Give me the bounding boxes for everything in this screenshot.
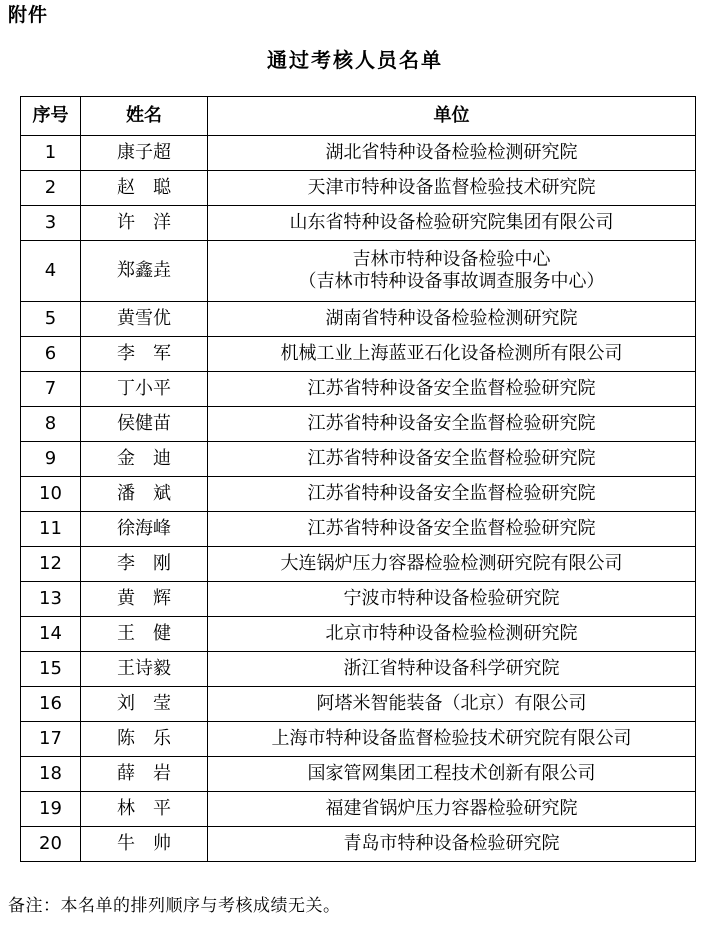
unit-line: 浙江省特种设备科学研究院 xyxy=(343,658,560,679)
row-name: 康子超 xyxy=(81,136,208,171)
unit-line: 江苏省特种设备安全监督检验研究院 xyxy=(307,413,596,434)
row-unit xyxy=(208,547,696,582)
table-row xyxy=(21,302,696,337)
row-name: 赵 聪 xyxy=(81,171,208,206)
row-unit xyxy=(208,582,696,617)
table-row xyxy=(21,407,696,442)
roster-body xyxy=(21,136,696,862)
row-unit xyxy=(208,337,696,372)
table-row xyxy=(21,477,696,512)
table-row xyxy=(21,547,696,582)
table-header-row xyxy=(21,97,696,136)
unit-line: 山东省特种设备检验研究院集团有限公司 xyxy=(289,212,614,233)
row-name: 林 平 xyxy=(81,792,208,827)
row-unit xyxy=(208,477,696,512)
row-seq: 3 xyxy=(21,206,81,241)
row-seq: 18 xyxy=(21,757,81,792)
unit-line: 湖北省特种设备检验检测研究院 xyxy=(325,142,578,163)
table-row xyxy=(21,206,696,241)
table-row xyxy=(21,512,696,547)
table-row xyxy=(21,442,696,477)
unit-line: 江苏省特种设备安全监督检验研究院 xyxy=(307,518,596,539)
row-seq: 6 xyxy=(21,337,81,372)
row-name: 薛 岩 xyxy=(81,757,208,792)
row-name: 侯健苗 xyxy=(81,407,208,442)
row-seq: 15 xyxy=(21,652,81,687)
row-name: 许 洋 xyxy=(81,206,208,241)
row-name: 王诗毅 xyxy=(81,652,208,687)
header-name: 姓名 xyxy=(81,97,208,136)
unit-line: 北京市特种设备检验检测研究院 xyxy=(325,623,578,644)
table-row xyxy=(21,722,696,757)
row-name: 陈 乐 xyxy=(81,722,208,757)
unit-line: 福建省锅炉压力容器检验研究院 xyxy=(325,798,578,819)
row-unit xyxy=(208,792,696,827)
row-unit xyxy=(208,407,696,442)
row-unit xyxy=(208,442,696,477)
row-seq: 9 xyxy=(21,442,81,477)
unit-line: 大连锅炉压力容器检验检测研究院有限公司 xyxy=(280,553,623,574)
row-unit xyxy=(208,617,696,652)
unit-line: 机械工业上海蓝亚石化设备检测所有限公司 xyxy=(280,343,623,364)
row-name: 李 军 xyxy=(81,337,208,372)
table-row xyxy=(21,241,696,302)
row-name: 黄 辉 xyxy=(81,582,208,617)
row-seq: 7 xyxy=(21,372,81,407)
document-title: 通过考核人员名单 xyxy=(267,48,443,72)
row-seq: 13 xyxy=(21,582,81,617)
row-seq: 16 xyxy=(21,687,81,722)
row-name: 徐海峰 xyxy=(81,512,208,547)
table-row xyxy=(21,617,696,652)
table-row xyxy=(21,687,696,722)
row-seq: 20 xyxy=(21,827,81,862)
row-unit xyxy=(208,757,696,792)
unit-line: （吉林市特种设备事故调查服务中心） xyxy=(298,271,605,292)
row-unit xyxy=(208,136,696,171)
unit-line: 上海市特种设备监督检验技术研究院有限公司 xyxy=(271,728,632,749)
header-seq: 序号 xyxy=(21,97,81,136)
unit-line: 青岛市特种设备检验研究院 xyxy=(343,833,560,854)
row-seq: 5 xyxy=(21,302,81,337)
row-seq: 17 xyxy=(21,722,81,757)
unit-line: 湖南省特种设备检验检测研究院 xyxy=(325,308,578,329)
table-row xyxy=(21,171,696,206)
row-unit xyxy=(208,512,696,547)
table-row xyxy=(21,372,696,407)
row-unit xyxy=(208,687,696,722)
unit-line: 江苏省特种设备安全监督检验研究院 xyxy=(307,483,596,504)
row-unit xyxy=(208,722,696,757)
row-seq: 10 xyxy=(21,477,81,512)
row-unit xyxy=(208,171,696,206)
row-name: 牛 帅 xyxy=(81,827,208,862)
row-unit xyxy=(208,372,696,407)
unit-line: 吉林市特种设备检验中心 xyxy=(352,249,551,270)
row-unit xyxy=(208,827,696,862)
row-name: 刘 莹 xyxy=(81,687,208,722)
row-name: 丁小平 xyxy=(81,372,208,407)
row-unit xyxy=(208,206,696,241)
table-row xyxy=(21,827,696,862)
row-seq: 11 xyxy=(21,512,81,547)
roster-table xyxy=(20,96,696,862)
unit-line: 阿塔米智能装备（北京）有限公司 xyxy=(316,693,587,714)
row-seq: 19 xyxy=(21,792,81,827)
row-unit xyxy=(208,302,696,337)
unit-line: 天津市特种设备监督检验技术研究院 xyxy=(307,177,596,198)
row-unit xyxy=(208,652,696,687)
row-name: 郑鑫垚 xyxy=(81,241,208,302)
unit-line: 宁波市特种设备检验研究院 xyxy=(343,588,560,609)
row-seq: 2 xyxy=(21,171,81,206)
table-row xyxy=(21,337,696,372)
row-name: 金 迪 xyxy=(81,442,208,477)
unit-line: 国家管网集团工程技术创新有限公司 xyxy=(307,763,596,784)
row-seq: 1 xyxy=(21,136,81,171)
table-row xyxy=(21,757,696,792)
attachment-label: 附件 xyxy=(8,4,49,26)
table-row xyxy=(21,792,696,827)
row-seq: 8 xyxy=(21,407,81,442)
row-seq: 12 xyxy=(21,547,81,582)
unit-line: 江苏省特种设备安全监督检验研究院 xyxy=(307,378,596,399)
footer-note: 备注：本名单的排列顺序与考核成绩无关。 xyxy=(8,896,341,916)
unit-line: 江苏省特种设备安全监督检验研究院 xyxy=(307,448,596,469)
row-name: 潘 斌 xyxy=(81,477,208,512)
row-seq: 4 xyxy=(21,241,81,302)
row-seq: 14 xyxy=(21,617,81,652)
header-unit: 单位 xyxy=(208,97,696,136)
row-name: 王 健 xyxy=(81,617,208,652)
row-name: 黄雪优 xyxy=(81,302,208,337)
table-row xyxy=(21,652,696,687)
table-row xyxy=(21,136,696,171)
row-unit xyxy=(208,241,696,302)
table-row xyxy=(21,582,696,617)
row-name: 李 刚 xyxy=(81,547,208,582)
